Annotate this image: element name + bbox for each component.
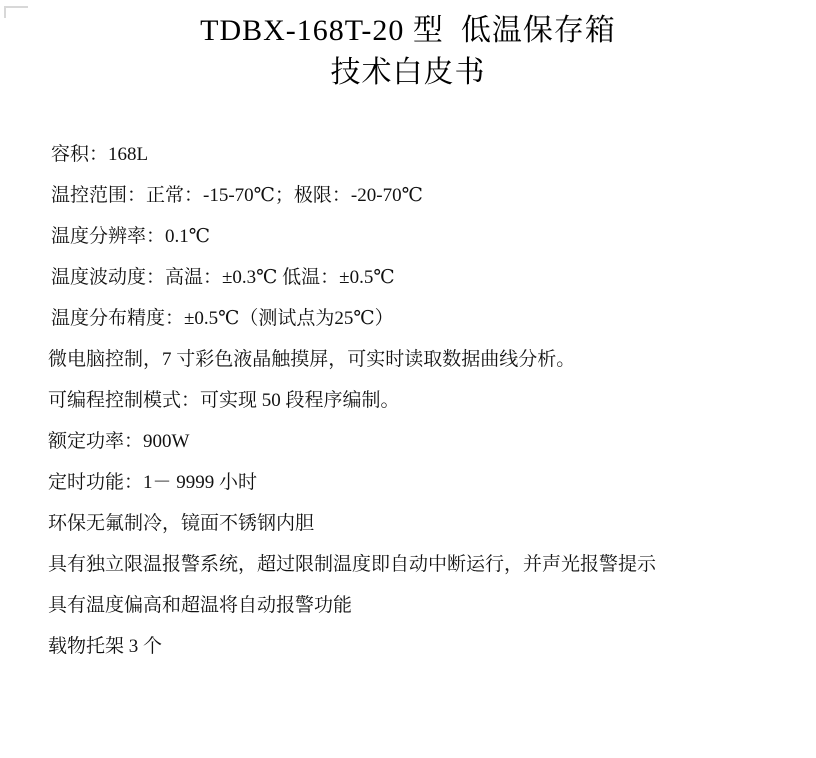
spec-line-temperature-resolution: 温度分辨率：0.1℃	[51, 226, 211, 247]
page-corner-mark-icon	[4, 6, 28, 18]
spec-line-timer-function: 定时功能：1－ 9999 小时	[48, 472, 258, 493]
title-line-1: TDBX-168T-20 型 低温保存箱	[200, 14, 616, 47]
title-line-2: 技术白皮书	[330, 56, 486, 89]
spec-line-temperature-fluctuation: 温度波动度：高温：±0.3℃ 低温：±0.5℃	[51, 267, 395, 288]
spec-line-microcomputer-control: 微电脑控制，7 寸彩色液晶触摸屏，可实时读取数据曲线分析。	[48, 349, 576, 370]
spec-line-alarm-system: 具有独立限温报警系统，超过限制温度即自动中断运行，并声光报警提示	[48, 554, 657, 575]
spec-line-shelves: 载物托架 3 个	[48, 636, 163, 657]
spec-line-volume: 容积：168L	[51, 144, 149, 165]
spec-line-temperature-distribution: 温度分布精度：±0.5℃（测试点为25℃）	[51, 308, 394, 329]
spec-line-over-temperature-alarm: 具有温度偏高和超温将自动报警功能	[48, 595, 353, 616]
spec-line-refrigeration: 环保无氟制冷，镜面不锈钢内胆	[48, 513, 315, 534]
document-title	[0, 0, 816, 94]
specification-list	[0, 134, 816, 667]
spec-line-temperature-range: 温控范围：正常：-15-70℃；极限：-20-70℃	[51, 185, 423, 206]
spec-line-rated-power: 额定功率：900W	[48, 431, 190, 452]
spec-line-programmable-mode: 可编程控制模式：可实现 50 段程序编制。	[48, 390, 400, 411]
